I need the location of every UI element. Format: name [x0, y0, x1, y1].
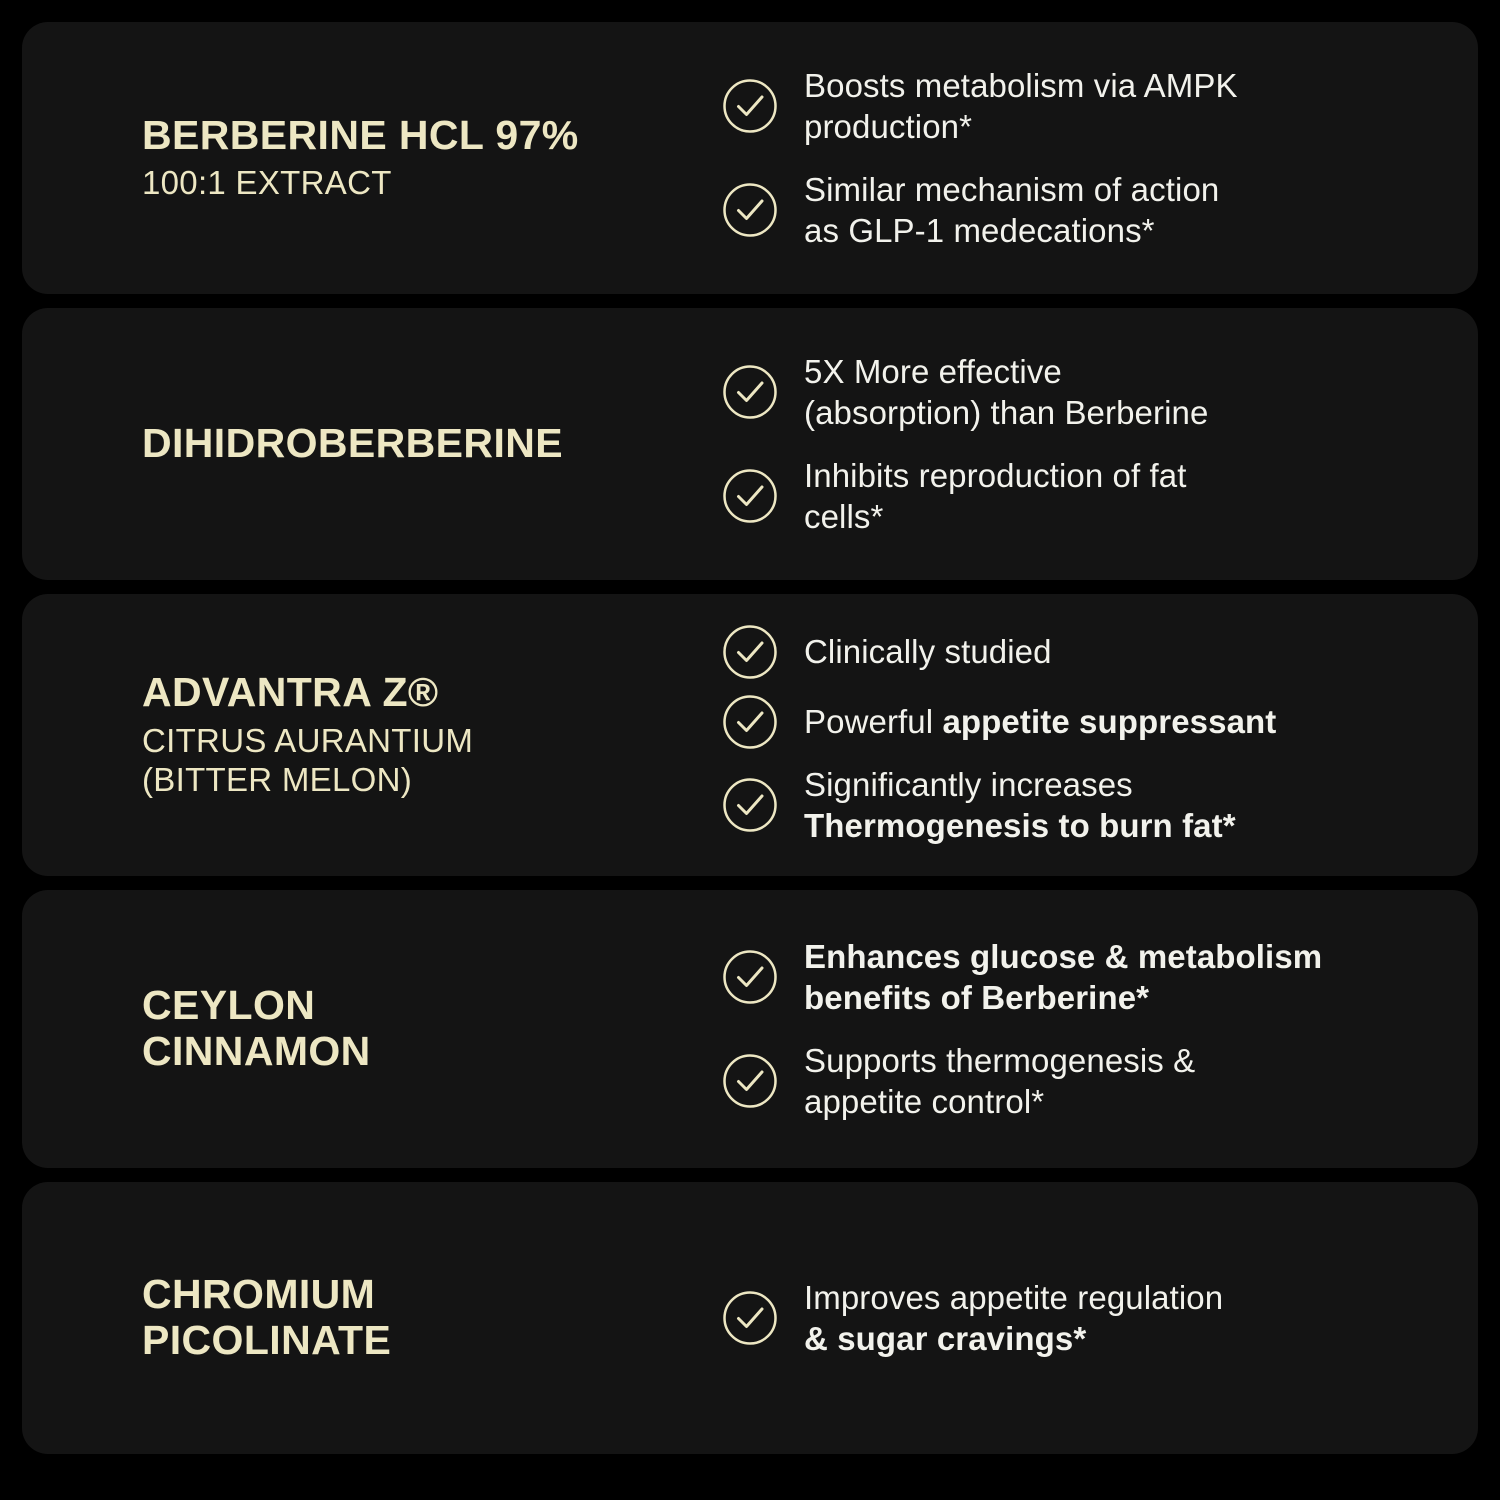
benefit-list [722, 65, 1444, 252]
benefit-text: Boosts metabolism via AMPK production* [804, 66, 1238, 145]
benefit-text: 5X More effective (absorption) than Berberine [804, 352, 1209, 431]
benefit-item [722, 455, 1434, 538]
check-circle-icon [722, 364, 778, 420]
ingredient-name: CEYLON CINNAMON [142, 982, 371, 1074]
ingredient-subtitle: 100:1 EXTRACT [142, 164, 392, 202]
benefit-text: Significantly increases Thermogenesis to burn fat* [804, 765, 1236, 844]
ingredient-card-ceylon-cinnamon [22, 890, 1478, 1168]
benefit-list [722, 936, 1444, 1123]
benefit-item [722, 351, 1434, 434]
benefit-list [722, 624, 1444, 847]
check-circle-icon [722, 1290, 778, 1346]
check-circle-icon [722, 468, 778, 524]
ingredient-name: CHROMIUM PICOLINATE [142, 1271, 392, 1363]
check-circle-icon [722, 694, 778, 750]
benefit-item [722, 1277, 1434, 1360]
benefit-list [722, 351, 1444, 538]
ingredient-card-chromium-picolinate [22, 1182, 1478, 1454]
benefit-item [722, 694, 1434, 750]
benefit-item [722, 764, 1434, 847]
check-circle-icon [722, 777, 778, 833]
check-circle-icon [722, 182, 778, 238]
ingredient-label-group [22, 1272, 722, 1364]
benefit-text: Clinically studied [804, 633, 1052, 671]
benefit-item [722, 65, 1434, 148]
benefit-item [722, 1040, 1434, 1123]
check-circle-icon [722, 1053, 778, 1109]
ingredient-card-dihidroberberine [22, 308, 1478, 580]
ingredient-label-group [22, 421, 722, 467]
benefit-list [722, 1277, 1444, 1360]
check-circle-icon [722, 78, 778, 134]
benefit-text: Enhances glucose & metabolism benefits of Berberine* [804, 937, 1323, 1016]
benefit-text: Powerful appetite suppressant [804, 703, 1277, 741]
ingredient-label-group [22, 983, 722, 1075]
ingredient-label-group [22, 670, 722, 800]
benefit-item [722, 936, 1434, 1019]
benefit-item [722, 169, 1434, 252]
ingredient-card-berberine-hcl [22, 22, 1478, 294]
ingredient-name: ADVANTRA Z® [142, 669, 439, 716]
benefit-text: Similar mechanism of action as GLP-1 medecations* [804, 171, 1220, 250]
ingredient-card-advantra-z [22, 594, 1478, 876]
ingredient-subtitle: CITRUS AURANTIUM (BITTER MELON) [142, 722, 474, 798]
check-circle-icon [722, 624, 778, 680]
benefit-text: Inhibits reproduction of fat cells* [804, 457, 1187, 536]
benefit-text: Improves appetite regulation & sugar cravings* [804, 1278, 1224, 1357]
benefit-text: Supports thermogenesis & appetite control* [804, 1042, 1196, 1121]
ingredient-label-group [22, 113, 722, 204]
ingredient-name: DIHIDROBERBERINE [142, 420, 563, 467]
ingredient-name: BERBERINE HCL 97% [142, 111, 579, 158]
check-circle-icon [722, 949, 778, 1005]
benefit-item [722, 624, 1434, 680]
